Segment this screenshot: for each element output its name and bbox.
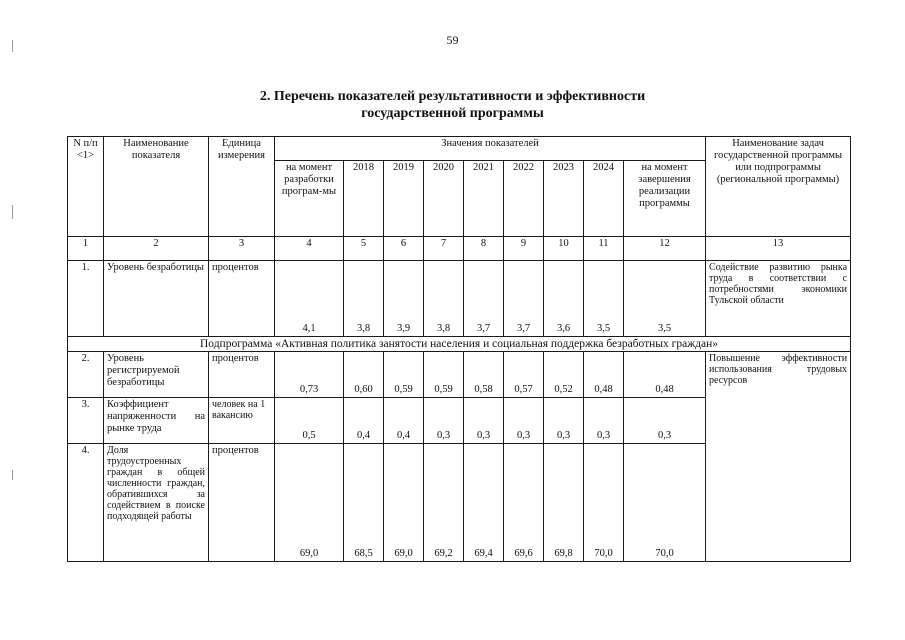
value-cell: 0,4 [384, 398, 424, 444]
value-cell: 69,8 [544, 444, 584, 562]
value-cell: 3,5 [584, 261, 624, 337]
row-num: 1. [68, 261, 104, 337]
header-values-group: Значения показателей [275, 137, 706, 161]
unit: процентов [209, 261, 275, 337]
value-cell: 0,3 [624, 398, 706, 444]
row-num: 2. [68, 352, 104, 398]
value-cell: 69,0 [384, 444, 424, 562]
header-year: 2018 [344, 161, 384, 237]
value-cell: 0,3 [544, 398, 584, 444]
value-cell: 3,7 [504, 261, 544, 337]
column-number: 4 [275, 237, 344, 261]
value-cell: 0,3 [424, 398, 464, 444]
column-number: 13 [706, 237, 851, 261]
value-cell: 69,4 [464, 444, 504, 562]
table-row [68, 261, 851, 337]
scan-margin-mark [12, 470, 13, 480]
unit: человек на 1 вакансию [209, 398, 275, 444]
column-number: 2 [104, 237, 209, 261]
task-cell: Содействие развитию рынка труда в соответствии с потребностями экономики Тульской области [706, 261, 851, 337]
value-cell: 69,6 [504, 444, 544, 562]
column-number: 8 [464, 237, 504, 261]
header-year: 2019 [384, 161, 424, 237]
header-indicator-name: Наименование показателя [104, 137, 209, 237]
column-number: 9 [504, 237, 544, 261]
value-cell: 0,60 [344, 352, 384, 398]
column-number: 7 [424, 237, 464, 261]
header-num: N п/п <1> [68, 137, 104, 237]
indicator-name: Коэффициент напряженности на рынке труда [104, 398, 209, 444]
column-number: 12 [624, 237, 706, 261]
scan-margin-mark [12, 205, 13, 219]
value-cell: 0,52 [544, 352, 584, 398]
unit: процентов [209, 352, 275, 398]
title-line-2: государственной программы [361, 106, 544, 121]
subprogram-row [68, 337, 851, 352]
header-year: 2020 [424, 161, 464, 237]
indicator-name: Доля трудоустроенных граждан в общей численности граждан, обратившихся за содействием в поиске подходящей работы [104, 444, 209, 562]
subprogram-title: Подпрограмма «Активная политика занятости населения и социальная поддержка безработных граждан» [68, 337, 851, 352]
header-year: 2021 [464, 161, 504, 237]
value-cell: 0,73 [275, 352, 344, 398]
value-cell: 69,0 [275, 444, 344, 562]
header-at-completion: на момент завершения реализации программы [624, 161, 706, 237]
value-cell: 3,5 [624, 261, 706, 337]
row-num: 4. [68, 444, 104, 562]
document-title [0, 88, 905, 122]
value-cell: 0,57 [504, 352, 544, 398]
column-number: 5 [344, 237, 384, 261]
value-cell: 69,2 [424, 444, 464, 562]
value-cell: 4,1 [275, 261, 344, 337]
value-cell: 3,7 [464, 261, 504, 337]
value-cell: 0,5 [275, 398, 344, 444]
task-cell: Повышение эффективности использования трудовых ресурсов [706, 352, 851, 562]
value-cell: 68,5 [344, 444, 384, 562]
header-year: 2024 [584, 161, 624, 237]
value-cell: 3,9 [384, 261, 424, 337]
value-cell: 0,3 [504, 398, 544, 444]
column-number: 3 [209, 237, 275, 261]
value-cell: 0,48 [584, 352, 624, 398]
value-cell: 0,59 [424, 352, 464, 398]
indicator-name: Уровень регистрируемой безработицы [104, 352, 209, 398]
value-cell: 0,48 [624, 352, 706, 398]
value-cell: 3,6 [544, 261, 584, 337]
header-unit: Единица измерения [209, 137, 275, 237]
value-cell: 70,0 [584, 444, 624, 562]
row-num: 3. [68, 398, 104, 444]
column-number: 1 [68, 237, 104, 261]
header-year: 2023 [544, 161, 584, 237]
header-at-development: на момент разработки програм-мы [275, 161, 344, 237]
value-cell: 0,3 [464, 398, 504, 444]
unit: процентов [209, 444, 275, 562]
indicator-name: Уровень безработицы [104, 261, 209, 337]
column-number: 11 [584, 237, 624, 261]
table-row [68, 352, 851, 398]
value-cell: 0,59 [384, 352, 424, 398]
value-cell: 0,3 [584, 398, 624, 444]
page-number: 59 [446, 33, 459, 47]
value-cell: 3,8 [344, 261, 384, 337]
header-year: 2022 [504, 161, 544, 237]
column-number: 10 [544, 237, 584, 261]
value-cell: 3,8 [424, 261, 464, 337]
value-cell: 0,58 [464, 352, 504, 398]
value-cell: 70,0 [624, 444, 706, 562]
header-tasks: Наименование задач государственной программы или подпрограммы (региональной программы) [706, 137, 851, 237]
indicators-table [67, 136, 851, 562]
value-cell: 0,4 [344, 398, 384, 444]
column-numbers-row [68, 237, 851, 261]
title-line-1: 2. Перечень показателей результативности и эффективности [259, 89, 646, 104]
column-number: 6 [384, 237, 424, 261]
